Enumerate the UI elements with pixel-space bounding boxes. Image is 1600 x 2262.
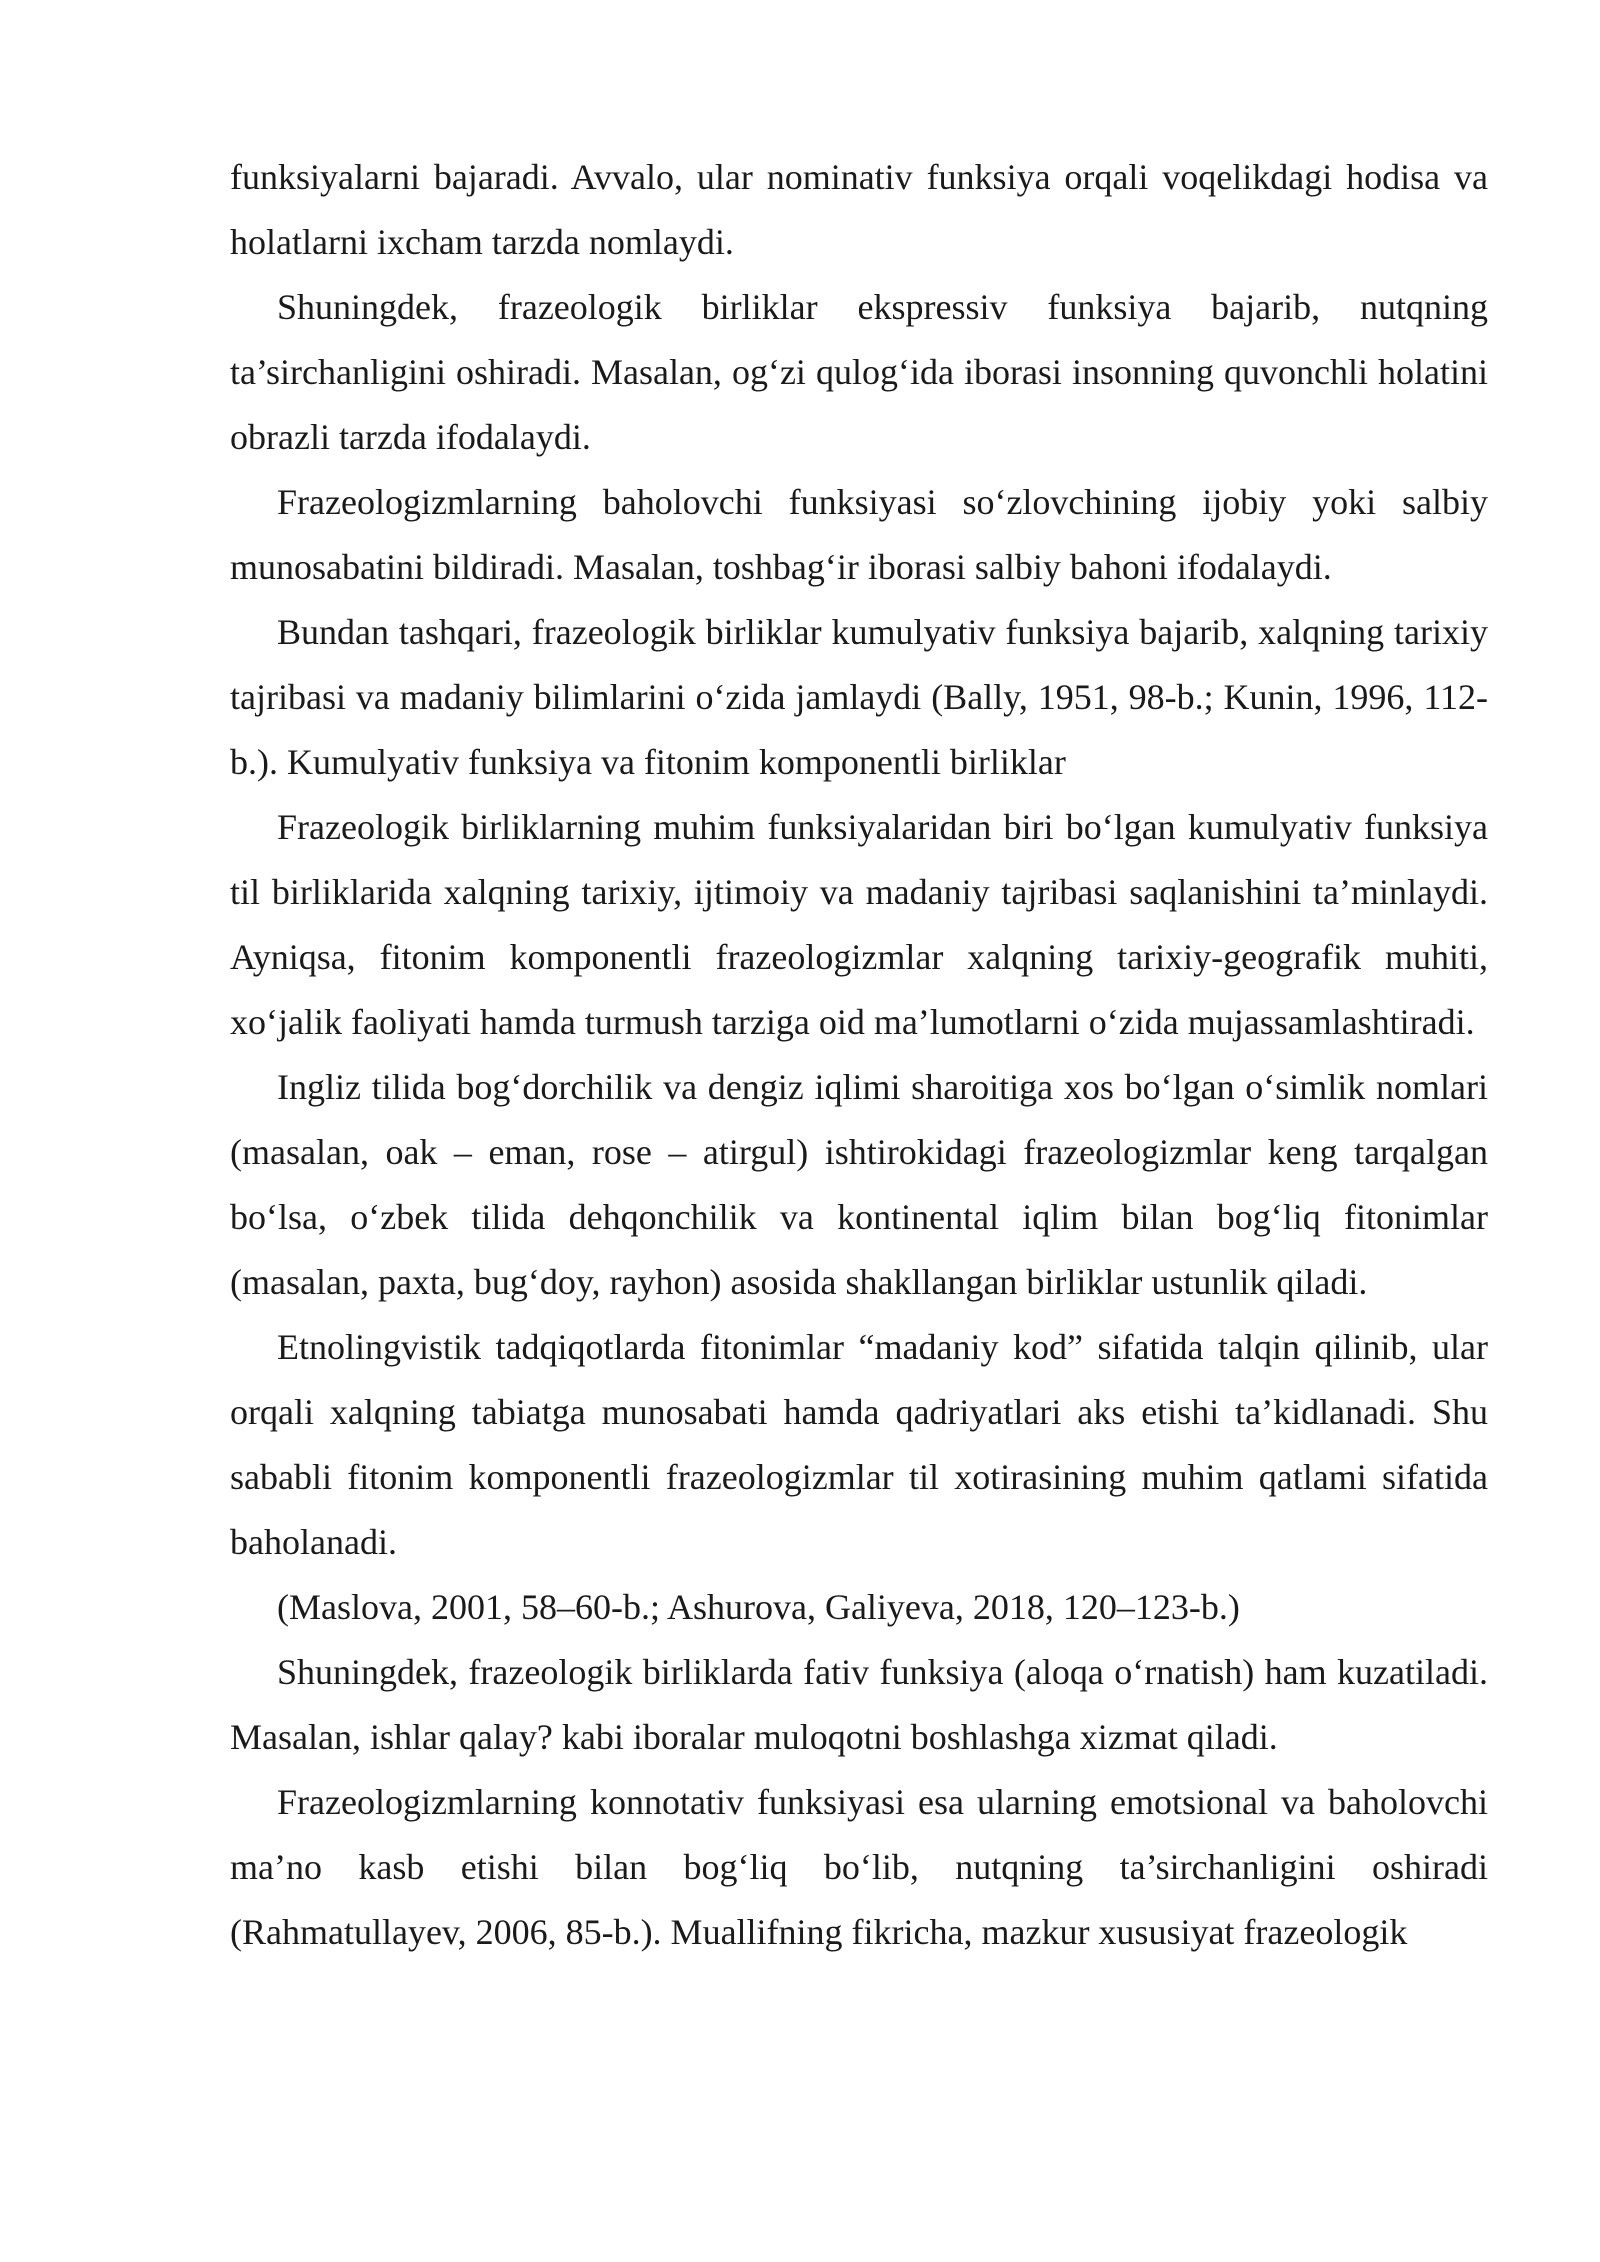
paragraph-9: Shuningdek, frazeologik birliklarda fativ funksiya (aloqa o‘rnatish) ham kuzatiladi. Masalan, ishlar qalay? kabi iboralar muloqotni boshlashga xizmat qiladi. — [230, 1652, 1488, 1757]
paragraph-6: Ingliz tilida bog‘dorchilik va dengiz iqlimi sharoitiga xos bo‘lgan o‘simlik nomlari (masalan, oak – eman, rose – atirgul) ishtirokidagi frazeologizmlar keng tarqalgan bo‘lsa, o‘zbek tilida dehqonchilik va kontinental iqlim bilan bog‘liq fitonimlar (masalan, paxta, bug‘doy, rayhon) asosida shakllangan birliklar ustunlik qiladi. — [230, 1067, 1488, 1302]
paragraph-2: Shuningdek, frazeologik birliklar ekspressiv funksiya bajarib, nutqning ta’sirchanligini oshiradi. Masalan, og‘zi qulog‘ida iborasi insonning quvonchli holatini obrazli tarzda ifodalaydi. — [230, 287, 1488, 457]
paragraph-10: Frazeologizmlarning konnotativ funksiyasi esa ularning emotsional va baholovchi ma’no kasb etishi bilan bog‘liq bo‘lib, nutqning ta’sirchanligini oshiradi (Rahmatullayev, 2006, 85-b.). Muallifning fikricha, mazkur xususiyat frazeologik — [230, 1782, 1488, 1952]
paragraph-1: funksiyalarni bajaradi. Avvalo, ular nominativ funksiya orqali voqelikdagi hodisa va holatlarni ixcham tarzda nomlaydi. — [230, 157, 1488, 262]
paragraph-5: Frazeologik birliklarning muhim funksiyalaridan biri bo‘lgan kumulyativ funksiya til birliklarida xalqning tarixiy, ijtimoiy va madaniy tajribasi saqlanishini ta’minlaydi. Ayniqsa, fitonim komponentli frazeologizmlar xalqning tarixiy-geografik muhiti, xo‘jalik faoliyati hamda turmush tarziga oid ma’lumotlarni o‘zida mujassamlashtiradi. — [230, 807, 1488, 1042]
document-page — [230, 145, 1488, 1965]
paragraph-7: Etnolingvistik tadqiqotlarda fitonimlar “madaniy kod” sifatida talqin qilinib, ular orqali xalqning tabiatga munosabati hamda qadriyatlari aks etishi ta’kidlanadi. Shu sababli fitonim komponentli frazeologizmlar til xotirasining muhim qatlami sifatida baholanadi. — [230, 1327, 1488, 1562]
paragraph-3: Frazeologizmlarning baholovchi funksiyasi so‘zlovchining ijobiy yoki salbiy munosabatini bildiradi. Masalan, toshbag‘ir iborasi salbiy bahoni ifodalaydi. — [230, 482, 1488, 587]
paragraph-4: Bundan tashqari, frazeologik birliklar kumulyativ funksiya bajarib, xalqning tarixiy tajribasi va madaniy bilimlarini o‘zida jamlaydi (Bally, 1951, 98-b.; Kunin, 1996, 112-b.). Kumulyativ funksiya va fitonim komponentli birliklar — [230, 612, 1488, 782]
citation-paragraph: (Maslova, 2001, 58–60-b.; Ashurova, Galiyeva, 2018, 120–123-b.) — [277, 1587, 1240, 1627]
